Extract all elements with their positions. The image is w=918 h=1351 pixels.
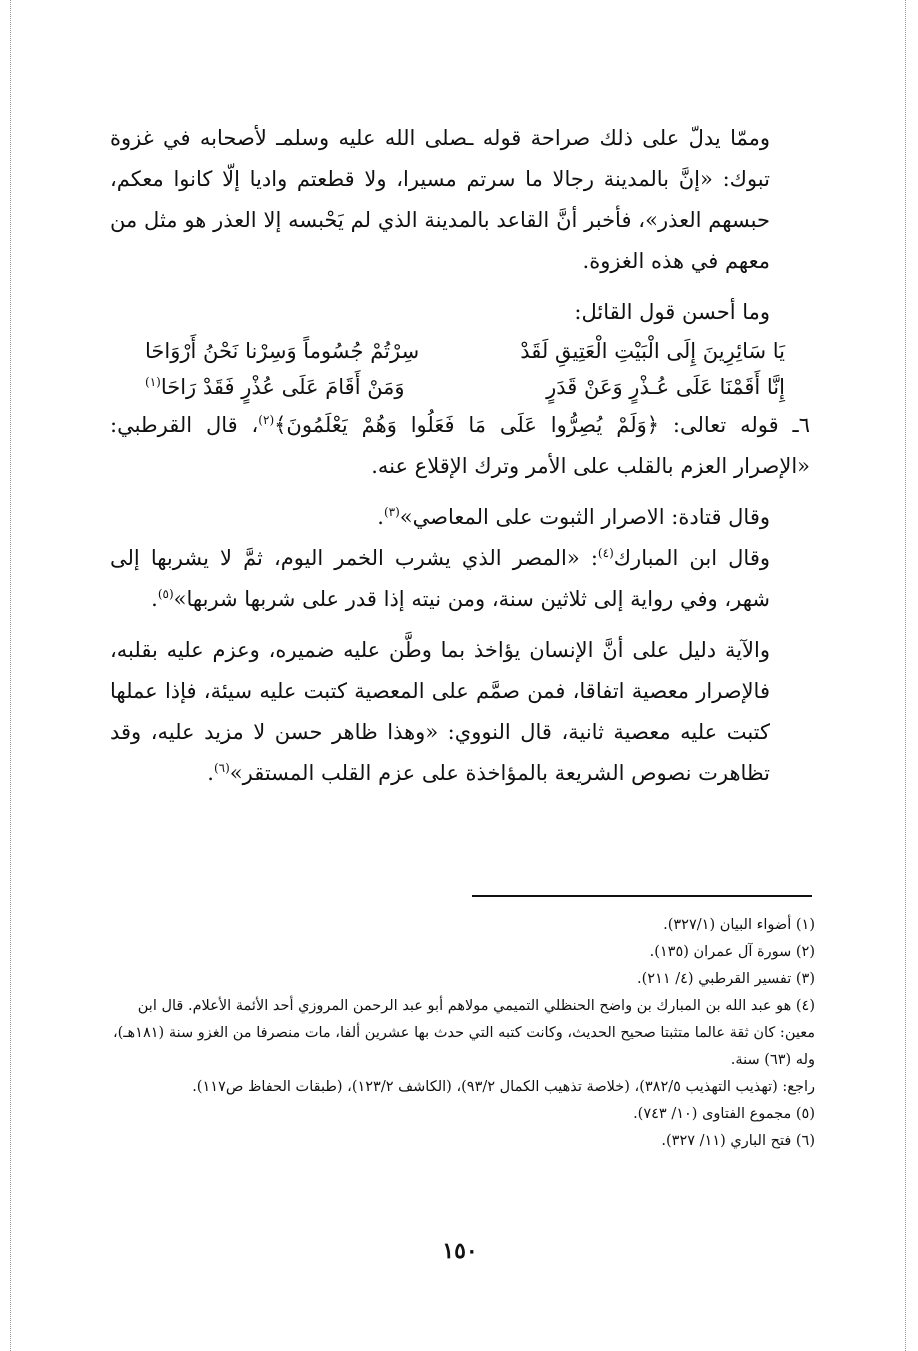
footnote-ref-1: (١) xyxy=(145,375,161,389)
main-text xyxy=(110,118,810,794)
page-number: ١٥٠ xyxy=(442,1238,478,1264)
ibn-mubarak-quote: : «المصر الذي يشرب الخمر اليوم، ثمَّ لا يشربها إلى شهر، وفي رواية إلى ثلاثين سنة، ومن نيته إذا قدر على شربها شربها» xyxy=(110,546,770,611)
footnote-4: (٤) هو عبد الله بن المبارك بن واضح الحنظلي التميمي مولاهم أبو عبد الرحمن المروزي أحد الأئمة الأعلام. قال ابن معين: كان ثقة عالما متثبتا صحيح الحديث، وكانت كتبه التي حدث بها عشرين ألفا، مات منصرفا من الغزو سنة (١٨١هـ)، وله (٦٣) سنة. xyxy=(112,998,815,1068)
footnote-ref-2: (٢) xyxy=(258,413,275,427)
footnote-1: (١) أضواء البيان (٣٢٧/١). xyxy=(663,917,815,933)
footnote-3: (٣) تفسير القرطبي (٤/ ٢١١). xyxy=(636,971,815,987)
footnote-ref-5: (٥) xyxy=(157,587,174,601)
footnote-4-references: راجع: (تهذيب التهذيب ٣٨٢/٥)، (خلاصة تذهيب الكمال ٩٣/٢)، (الكاشف ١٢٣/٢)، (طبقات الحفاظ ص١١٧). xyxy=(192,1079,815,1095)
paragraph-poem-intro: وما أحسن قول القائل: xyxy=(574,300,770,324)
paragraph-nawawi xyxy=(110,630,810,794)
qurtubi-quote: ، قال القرطبي: «الإصرار العزم بالقلب على الأمر وترك الإقلاع عنه. xyxy=(110,413,810,478)
verse-1-second-hemistich: سِرْتُمْ جُسُوماً وَسِرْنا نَحْنُ أَرْوَاحَا xyxy=(145,339,420,363)
paragraph-hadith-tabuk: وممّا يدلّ على ذلك صراحة قوله ـصلى الله عليه وسلمـ لأصحابه في غزوة تبوك: «إنَّ بالمدينة رجالا ما سرتم مسيرا، ولا قطعتم واديا إلّا كانوا معكم، حبسهم العذر»، فأخبر أنَّ القاعد بالمدينة الذي لم يَحْبسه إلا العذر هو مثل من معهم في هذه الغزوة. xyxy=(110,126,770,273)
footnote-6: (٦) فتح الباري (١١/ ٣٢٧). xyxy=(661,1133,815,1149)
poem xyxy=(110,333,810,405)
nawawi-text: والآية دليل على أنَّ الإنسان يؤاخذ بما وطَّن عليه ضميره، وعزم عليه بقلبه، فالإصرار معصية اتفاقا، فمن صمَّم على المعصية كتبت عليه سيئة، فإذا عملها كتبت عليه معصية ثانية، قال النووي: «وهذا ظاهر حسن لا مزيد عليه، وقد تظاهرت نصوص الشريعة بالمؤاخذة على عزم القلب المستقر» xyxy=(110,638,770,785)
nawawi-end: . xyxy=(207,761,214,785)
verse-2-first-hemistich: إِنَّا أَقَمْنَا عَلَى عُـذْرٍ وَعَنْ قَدَرٍ xyxy=(546,375,785,399)
footnote-5: (٥) مجموع الفتاوى (١٠/ ٧٤٣). xyxy=(633,1106,815,1122)
poem-verse-1 xyxy=(145,333,785,369)
qatada-quote: وقال قتادة: الاصرار الثبوت على المعاصي» xyxy=(399,505,770,529)
ibn-mubarak-end: . xyxy=(151,587,158,611)
paragraph-ibn-mubarak xyxy=(110,538,810,620)
paragraph-qatada xyxy=(110,497,810,538)
left-margin-dotted-line xyxy=(10,0,11,1351)
footnote-ref-3: (٣) xyxy=(383,505,400,519)
verse-2-second-hemistich-text: وَمَنْ أَقَامَ عَلَى عُذْرٍ فَقَدْ رَاحَا xyxy=(160,375,405,399)
ibn-mubarak-intro: وقال ابن المبارك xyxy=(613,546,770,570)
verse-6-text: ٦ـ قوله تعالى: ﴿وَلَمْ يُصِرُّوا عَلَى مَا فَعَلُوا وَهُمْ يَعْلَمُونَ﴾ xyxy=(274,413,810,437)
footnote-ref-4: (٤) xyxy=(597,546,614,560)
footnotes xyxy=(110,912,815,1155)
verse-2-second-hemistich xyxy=(145,369,405,405)
verse-1-first-hemistich: يَا سَائِرِينَ إِلَى الْبَيْتِ الْعَتِيقِ لَقَدْ xyxy=(520,339,785,363)
paragraph-verse-6 xyxy=(110,405,810,487)
poem-verse-2 xyxy=(145,369,785,405)
qatada-end: . xyxy=(377,505,384,529)
right-margin-dotted-line xyxy=(905,0,906,1351)
footnote-2: (٢) سورة آل عمران (١٣٥). xyxy=(649,944,815,960)
footnote-ref-6: (٦) xyxy=(213,761,230,775)
footnote-divider xyxy=(472,895,812,897)
